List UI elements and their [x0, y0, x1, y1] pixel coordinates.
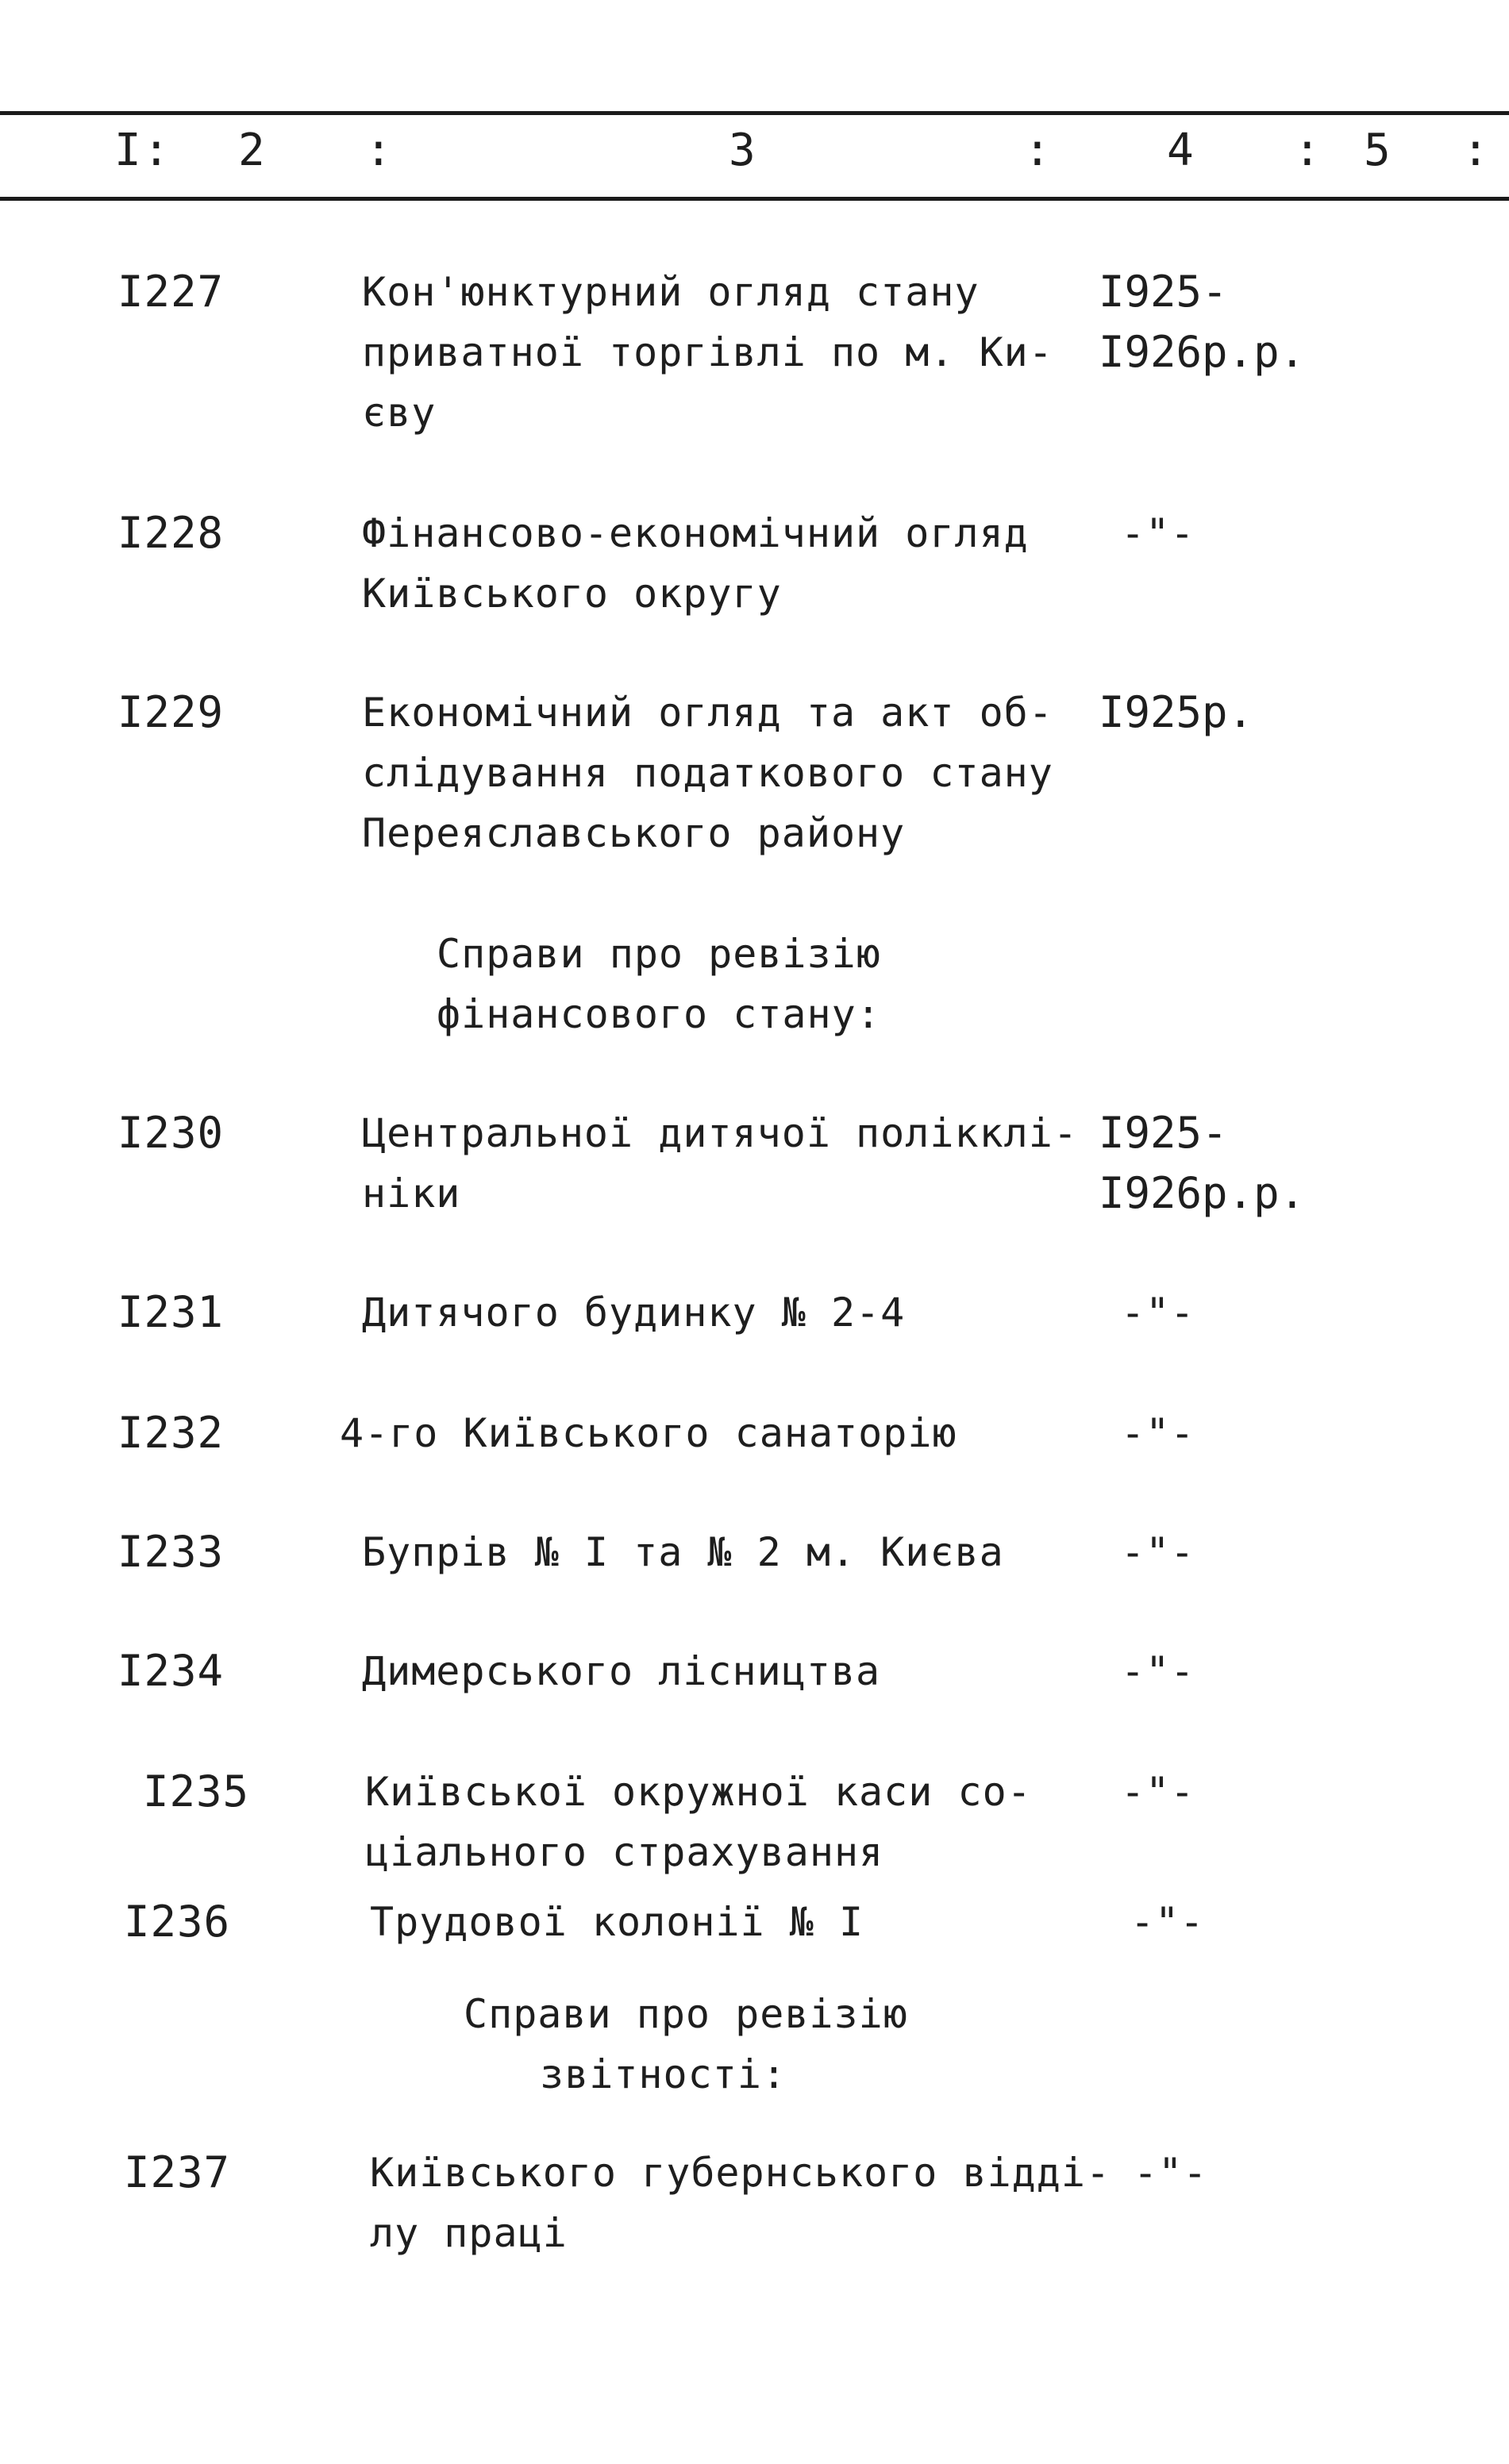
entry-title-line: Економічний огляд та акт об-	[362, 690, 1053, 736]
entry-title-line: Київського округу	[362, 571, 782, 617]
column-header-1: I	[114, 125, 141, 176]
entry-title-line: Бупрів № I та № 2 м. Києва	[362, 1529, 1004, 1575]
column-header-4: 4	[1167, 125, 1194, 176]
entry-title-line: 4-го Київського санаторію	[340, 1410, 957, 1456]
entry-date: I925-	[1099, 267, 1228, 317]
entry-date-ditto: -"-	[1134, 2150, 1208, 2196]
entry-title-line: Димерського лісництва	[362, 1648, 881, 1694]
entry-date: I925р.	[1099, 687, 1254, 737]
entry-number: I237	[124, 2147, 231, 2197]
entry-number: I235	[143, 1766, 250, 1816]
entry-number: I227	[117, 267, 225, 317]
column-separator: :	[143, 125, 170, 176]
entry-number: I229	[117, 687, 225, 737]
section-heading-line: Справи про ревізію	[437, 931, 881, 977]
header-bottom-rule	[0, 197, 1509, 201]
entry-number: I236	[124, 1897, 231, 1947]
entry-title-line: Трудової колонії № I	[370, 1899, 864, 1945]
entry-title-line: єву	[362, 390, 437, 436]
entry-number: I233	[117, 1527, 225, 1577]
entry-title-line: Кон'юнктурний огляд стану	[362, 269, 980, 315]
entry-date-ditto: -"-	[1121, 1410, 1195, 1456]
entry-title-line: слідування податкового стану	[362, 750, 1053, 796]
entry-title-line: Центральної дитячої полікклі-	[362, 1110, 1078, 1156]
entry-date-ditto: -"-	[1121, 1769, 1195, 1815]
entry-title-line: Фінансово-економічний огляд	[362, 510, 1029, 556]
header-top-rule	[0, 111, 1509, 115]
column-header-5: 5	[1364, 125, 1391, 176]
entry-title-line: лу праці	[370, 2210, 568, 2256]
column-separator: :	[1024, 125, 1051, 176]
entry-title-line: ціального страхування	[365, 1829, 884, 1875]
entry-date: I926р.р.	[1099, 327, 1306, 377]
entry-number: I234	[117, 1646, 225, 1696]
entry-title-line: Київського губернського відді-	[370, 2150, 1111, 2196]
column-separator: :	[365, 125, 392, 176]
column-separator: :	[1462, 125, 1489, 176]
entry-number: I228	[117, 508, 225, 558]
entry-title-line: Дитячого будинку № 2-4	[362, 1290, 906, 1336]
entry-title-line: ніки	[362, 1170, 461, 1217]
entry-date-ditto: -"-	[1130, 1899, 1205, 1945]
entry-title-line: Переяславського району	[362, 810, 906, 856]
column-separator: :	[1294, 125, 1321, 176]
section-heading-line: фінансового стану:	[437, 991, 881, 1037]
entry-date-ditto: -"-	[1121, 1648, 1195, 1694]
entry-title-line: приватної торгівлі по м. Ки-	[362, 329, 1053, 375]
entry-date: I925-	[1099, 1108, 1228, 1158]
entry-date: I926р.р.	[1099, 1168, 1306, 1218]
column-header-2: 2	[238, 125, 265, 176]
entry-date-ditto: -"-	[1121, 1290, 1195, 1336]
entry-date-ditto: -"-	[1121, 510, 1195, 556]
entry-number: I230	[117, 1108, 225, 1158]
entry-title-line: Київської окружної каси со-	[365, 1769, 1032, 1815]
section-heading-line: звітності:	[540, 2051, 787, 2097]
entry-number: I232	[117, 1408, 225, 1458]
column-header-3: 3	[729, 125, 756, 176]
section-heading-line: Справи про ревізію	[464, 1991, 908, 2037]
entry-number: I231	[117, 1287, 225, 1337]
entry-date-ditto: -"-	[1121, 1529, 1195, 1575]
